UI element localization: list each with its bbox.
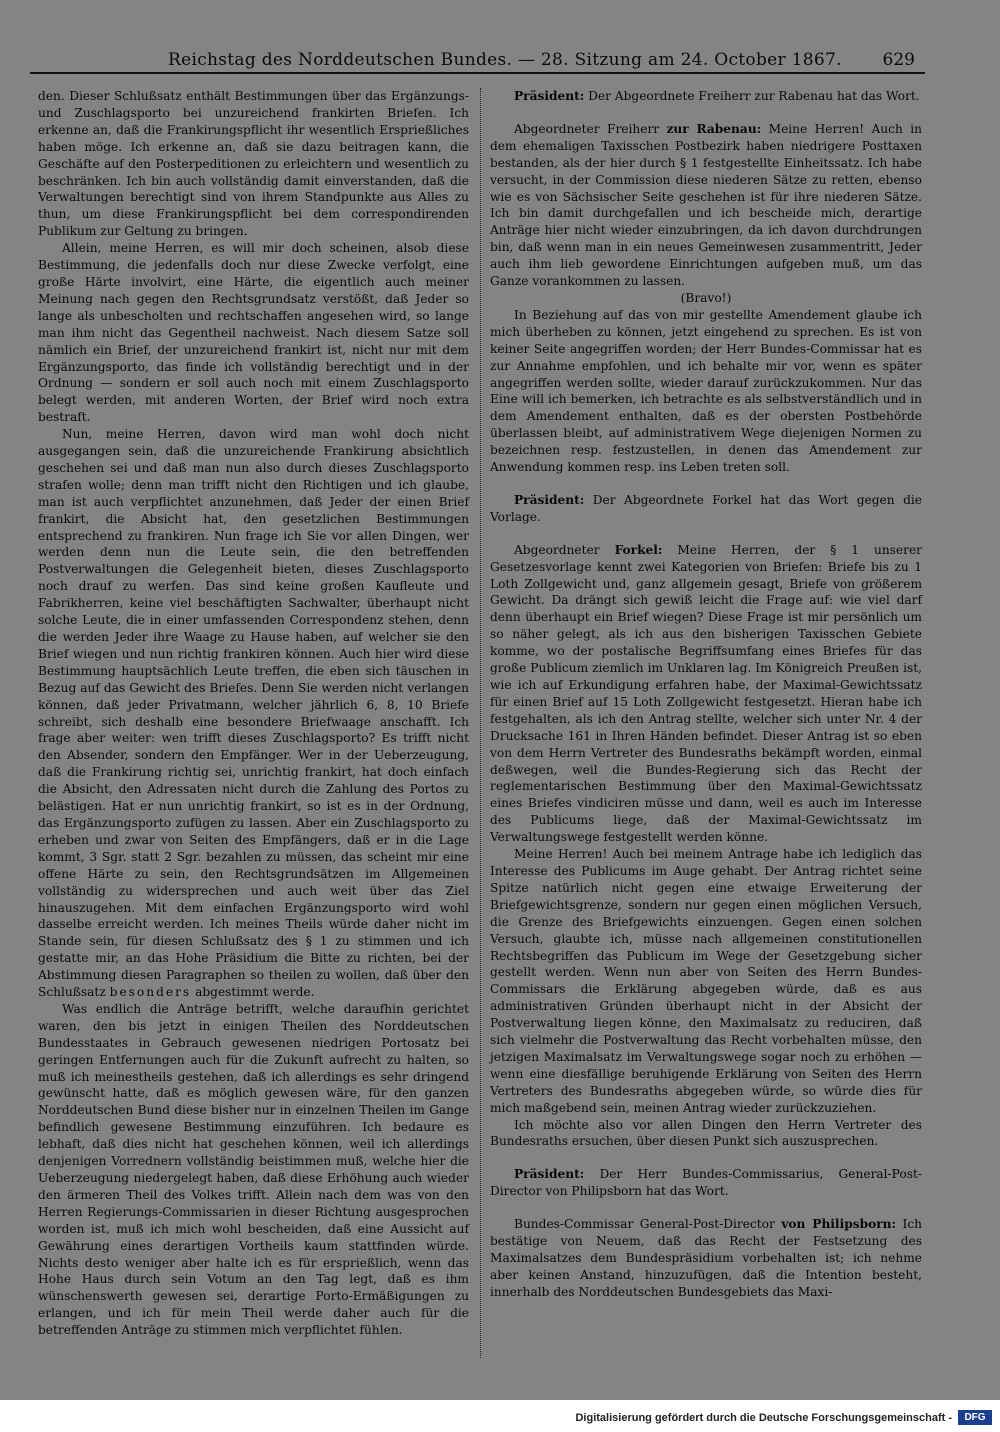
speech-entry — [490, 542, 922, 846]
speech-text: Meine Herren! Auch in dem ehemaligen Taxisschen Postbezirk haben niedrigere Posttaxen bestanden, als der hier durch § 1 festgestellte Einheitssatz. Ich habe versucht, in der Commission diese niederen Sätze zu retten, ebenso wie es von Sächsischer Seite geschehen ist für ihre niederen Sätze. Ich bin damit durchgefallen und ich bescheide mich, derartige Anträge hier nicht wieder einzubringen, da ich davon durchdrungen bin, daß wenn man in ein neues Gemeinwesen zusammentritt, Jeder auch ihm lieb gewordene Einrichtungen aufgeben muß, um das Ganze vorankommen zu lassen. — [490, 121, 922, 289]
paragraph: Ich möchte also vor allen Dingen den Herrn Vertreter des Bundesraths ersuchen, über diesen Punkt sich auszusprechen. — [490, 1117, 922, 1149]
speech-entry — [490, 121, 922, 290]
speech-entry — [490, 1216, 922, 1301]
dfg-logo: DFG — [958, 1410, 992, 1425]
speech-text: Der Abgeordnete Freiherr zur Rabenau hat das Wort. — [588, 89, 920, 103]
funding-note: Digitalisierung gefördert durch die Deutsche Forschungsgemeinschaft - — [575, 1412, 952, 1424]
speaker-name: Präsident: — [514, 1167, 585, 1182]
emphasized-word: besonders — [109, 985, 192, 1000]
speaker-name: Forkel: — [614, 542, 663, 557]
running-title: Reichstag des Norddeutschen Bundes. — 28. Sitzung am 24. October 1867. — [168, 50, 842, 70]
speaker-name: von Philipsborn: — [781, 1217, 897, 1232]
speaker-name: Präsident: — [514, 492, 585, 507]
speech-text: Ich bestätige von Neuem, daß das Recht der Festsetzung des Maximalsatzes dem Bundespräsidium vorbehalten ist; ich nehme aber keinen Anstand, hinzuzufügen, daß die Intention besteht, innerhalb des Norddeutschen Bundesgebiets das Maxi- — [490, 1217, 923, 1299]
right-column — [490, 88, 922, 1358]
speech-text: Der Abgeordnete Forkel hat das Wort gegen die Vorlage. — [490, 492, 923, 524]
page-header — [30, 50, 975, 80]
header-rule — [30, 72, 925, 74]
paragraph-text: abgestimmt werde. — [195, 985, 315, 1000]
paragraph: den. Dieser Schlußsatz enthält Bestimmungen über das Ergänzungs- und Zuschlagsporto bei unzureichend frankirten Briefen. Ich erkenne an, daß die Frankirungspflicht ihr wesentlich Ersprießliches haben möge. Ich erkenne an, daß sie dazu beitragen kann, die Geschäfte auf den Posterpeditionen zu erleichtern und wesentlich zu beschränken. Ich bin auch vollständig damit einverstanden, daß die Verwaltungen berechtigt sind von ihrem Standpunkte aus Alles zu thun, um diese Frankirungspflicht bei dem correspondirenden Publikum zur Geltung zu bringen. — [38, 89, 469, 239]
left-column — [38, 88, 469, 1358]
paragraph: In Beziehung auf das von mir gestellte Amendement glaube ich mich überheben zu können, jetzt eingehend zu sprechen. Es ist von keiner Seite angegriffen worden; der Herr Bundes-Commissar hat es zur Annahme empfohlen, und ich behalte mir vor, wenn es später angegriffen werden sollte, wieder darauf zurückzukommen. Nur das Eine will ich bemerken, ich betrachte es als selbstverständlich und in dem Amendement enthalten, daß es der obersten Postbehörde überlassen bleibt, auf administrativem Wege diejenigen Normen zu bezeichnen resp. festzustellen, in denen das Amendement zur Anwendung kommen resp. ins Leben treten soll. — [490, 307, 922, 475]
paragraph-text: Nun, meine Herren, davon wird man wohl doch nicht ausgegangen sein, daß die unzureichende Frankirung absichtlich geschehen sei und daß man nun also durch dieses Zuschlagsporto strafen wolle; denn man trifft nicht den Richtigen und ich glaube, man ist auch verpflichtet anzunehmen, daß Jeder der einen Brief frankirt, die Absicht hat, den gesetzlichen Bestimmungen entsprechend zu frankiren. Nun frage ich Sie vor allen Dingen, wer werden denn nun die Leute sein, die den betreffenden Postverwaltungen die Gelegenheit bieten, dieses Zuschlagsporto noch drauf zu werfen. Das sind keine großen Kaufleute und Fabrikherren, keine viel beschäftigten Sachwalter, überhaupt nicht solche Leute, die in einer umfassenden Correspondenz stehen, denn die werden Jeder ihre Waage zu Hause haben, auf welcher sie den Brief wiegen und nun richtig frankiren können. Auch hier wird diese Bestimmung hauptsächlich Leute treffen, die eben sich täuschen in Bezug auf das Gewicht des Briefes. Denn Sie werden nicht verlangen können, daß jeder Privatmann, welcher jährlich 6, 8, 10 Briefe schreibt, sich deshalb eine besondere Briefwaage anschafft. Ich frage aber weiter: wen trifft dieses Zuschlagsporto? Es trifft nicht den Absender, sondern den Empfänger. Wer in der Ueberzeugung, daß die Frankirung richtig sei, unrichtig frankirt, hat doch einfach die Absicht, den Adressaten nicht durch die Zahlung des Portos zu belästigen. Hat er nun unrichtig frankirt, so ist es in der Ordnung, das Ergänzungsporto zufügen zu lassen. Aber ein Zuschlagsporto zu erheben und zwar von Seiten des Empfängers, daß er in die Lage kommt, 3 Sgr. statt 2 Sgr. bezahlen zu müssen, das scheint mir eine offene Härte zu sein, den Rechtsgrundsätzen im Allgemeinen vollständig zu widersprechen und auch weit über das Ziel hinauszugehen. Mit dem einfachen Ergänzungsporto wird wohl dasselbe erreicht werden. Ich meines Theils würde daher nicht im Stande sein, für diesen Schlußsatz des § 1 zu stimmen und ich gestatte mir, an das Hohe Präsidium die Bitte zu richten, bei der Abstimmung diesen Paragraphen so theilen zu wollen, daß über den Schlußsatz — [38, 427, 469, 1000]
speaker-name: Präsident: — [514, 89, 585, 103]
speaker-name: zur Rabenau: — [666, 121, 762, 136]
paragraph: Was endlich die Anträge betrifft, welche daraufhin gerichtet waren, den bis jetzt in einigen Theilen des Norddeutschen Bundesstaates in Gebrauch gewesenen niedrigen Portosatz bei geringen Entfernungen auch für die Zukunft aufrecht zu halten, so muß ich meinestheils gestehen, daß ich allerdings es sehr dringend gewünscht hatte, daß es möglich gewesen wäre, für den ganzen Norddeutschen Bund diese bisher nur in einzelnen Theilen im Gange befindlich gewesene Bestimmung einzuführen. Ich bedaure es lebhaft, daß dies nicht hat geschehen können, weil ich allerdings denjenigen Vorrednern vollständig beistimmen muß, welche hier die Ueberzeugung niedergelegt haben, daß diese Erhöhung auch wieder den ärmeren Theil des Volkes trifft. Allein nach dem was von den Herren Regierungs-Commissarien in dieser Richtung ausgesprochen worden ist, muß ich mich wohl bescheiden, daß eine Aussicht auf Gewährung eines derartigen Vortheils kaum stattfinden würde. Nichts desto weniger aber halte ich es für ersprießlich, wenn das Hohe Haus durch sein Votum an den Tag legt, daß es ihm wünschenswerth gewesen sei, derartige Porto-Ermäßigungen zu erlangen, und ich für mein Theil werde daher auch für die betreffenden Anträge zu stimmen mich verpflichtet fühlen. — [38, 1001, 469, 1338]
speech-entry — [490, 88, 922, 105]
speaker-intro: Bundes-Commissar General-Post-Director — [514, 1217, 775, 1232]
speech-text: Meine Herren, der § 1 unserer Gesetzesvorlage kennt zwei Kategorien von Briefen: Briefe bis zu 1 Loth Zollgewicht und, ganz allgemein gesagt, Briefe von größerem Gewicht. Da drängt sich gewiß leicht die Frage auf: wie viel darf denn überhaupt ein Brief wiegen? Diese Frage ist mir persönlich um so näher gelegt, als ich aus den bisherigen Taxisschen Gebiete komme, wo der postalische Begriffsumfang eines Briefes für das große Publicum ziemlich im Unklaren lag. Im Königreich Preußen ist, wie ich auf Erkundigung erfahren habe, der Maximal-Gewichtssatz für einen Brief auf 15 Loth Zollgewicht festgesetzt. Hieran habe ich festgehalten, als ich den Antrag stellte, welcher sich unter Nr. 4 der Drucksache 161 in Ihren Händen befindet. Dieser Antrag ist so eben von dem Herrn Vertreter des Bundesraths bekämpft worden, einmal deßwegen, weil die Bundes-Regierung sich das Recht der reglementarischen Bestimmung über den Maximal-Gewichtssatz eines Briefes vindiciren müsse und dann, weil es auch im Interesse des Publicums liege, daß der Maximal-Gewichtssatz im Verwaltungswege festgestellt werden könne. — [490, 542, 923, 845]
speech-entry — [490, 492, 922, 526]
interjection: (Bravo!) — [680, 290, 732, 305]
paragraph: Allein, meine Herren, es will mir doch scheinen, alsob diese Bestimmung, die jedenfalls doch nur diese Zwecke verfolgt, eine große Härte involvirt, eine Härte, die eigentlich auch meiner Meinung nach gegen den Rechtsgrundsatz verstößt, daß Jeder so lange als unbescholten und rechtschaffen angesehen wird, so lange man ihm nicht das Gegentheil nachweist. Nach diesem Satze soll nämlich ein Brief, der unzureichend frankirt ist, nicht nur mit dem Ergänzungsporto, das finde ich vollständig berechtigt und in der Ordnung — sondern er soll auch noch mit einem Zuschlagsporto belegt werden, mit anderen Worten, der Brief wird noch extra bestraft. — [38, 241, 469, 425]
speaker-intro: Abgeordneter — [514, 542, 600, 557]
speech-entry — [490, 1166, 922, 1200]
paragraph — [38, 426, 469, 1001]
paragraph: Meine Herren! Auch bei meinem Antrage habe ich lediglich das Interesse des Publicums im Auge gehabt. Der Antrag richtet seine Spitze natürlich nicht gegen eine etwaige Erweiterung der Briefgewichtsgrenze, sondern nur gegen einen möglichen Versuch, die Grenze des Briefgewichts einzuengen. Gegen einen solchen Versuch, glaubte ich, müsse nach allgemeinen constitutionellen Rechtsbegriffen das Publicum im Wege der Gesetzgebung sicher gestellt werden. Wenn nun aber von Seiten des Herrn Bundes-Commissars die Erklärung abgegeben würde, daß es aus administrativen Gründen überhaupt nicht in der Absicht der Postverwaltung liegen könne, den Maximalsatz zu reduciren, daß sich vielmehr die Postverwaltung das Recht vorbehalten müsse, den jetzigen Maximalsatz im Verwaltungswege sogar noch zu erhöhen — wenn eine diesfällige beruhigende Erklärung von Seiten des Herrn Vertreters des Bundesraths abgegeben würde, so würde dies für mich maßgebend sein, meinen Antrag wieder zurückzuziehen. — [490, 847, 922, 1115]
speaker-intro: Abgeordneter Freiherr — [514, 121, 660, 136]
speech-text: Der Herr Bundes-Commissarius, General-Post-Director von Philipsborn hat das Wort. — [490, 1167, 922, 1199]
footer-bar — [0, 1400, 1000, 1432]
column-divider — [480, 88, 482, 1358]
page-number: 629 — [882, 50, 915, 70]
